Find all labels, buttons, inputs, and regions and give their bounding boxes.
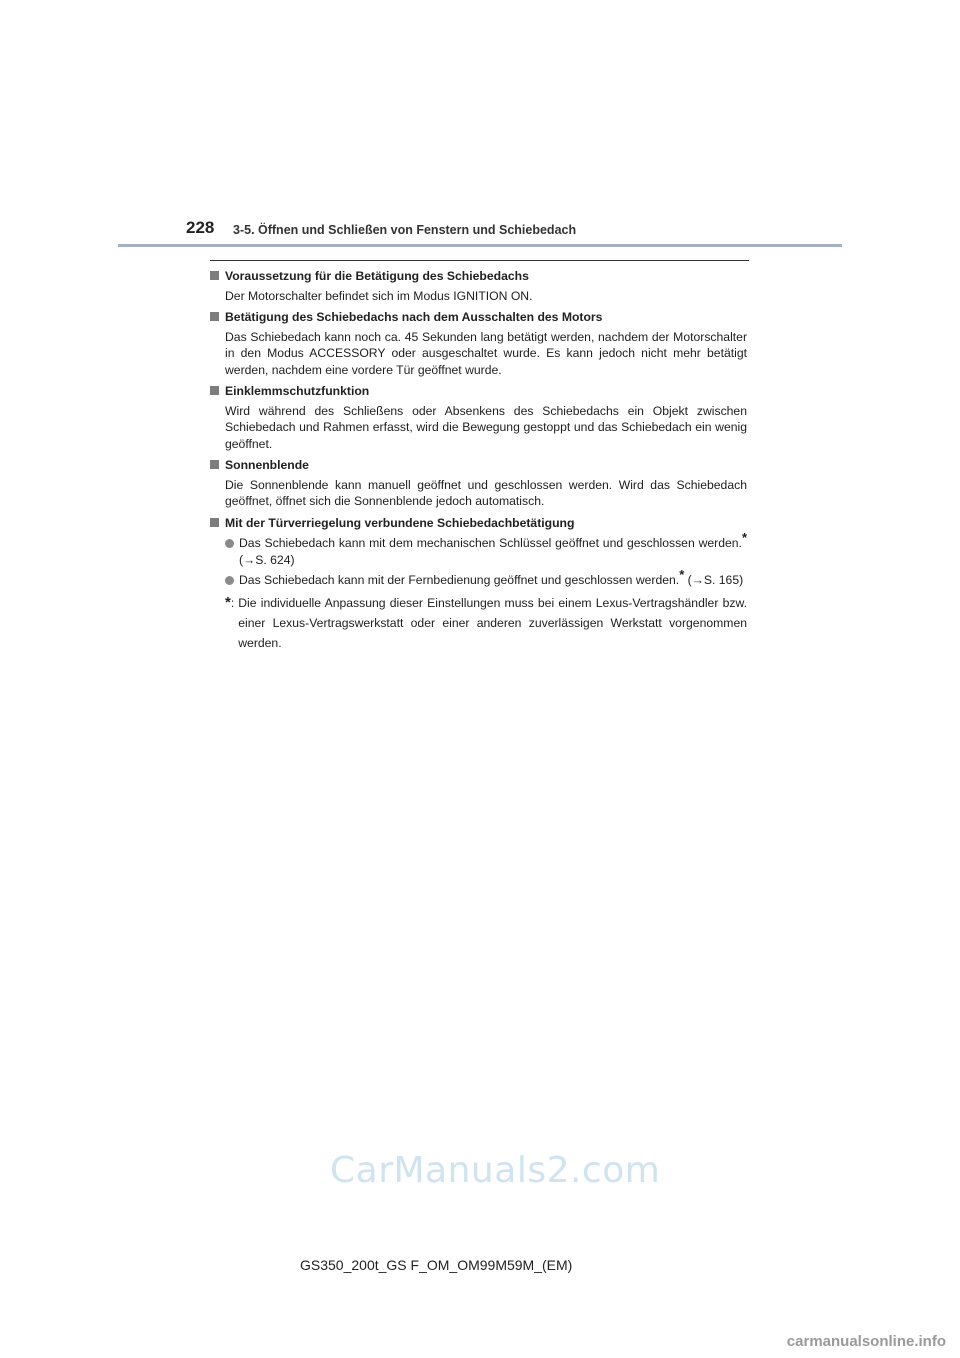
footnote-marker: * [679,566,685,582]
chapter-title: 3-5. Öffnen und Schließen von Fenstern und Schiebedach [233,223,577,237]
list-item: Das Schiebedach kann mit dem mechanischen Schlüssel geöffnet und geschlossen werden.* (→S. 624) [210,535,747,568]
page-number: 228 [186,218,215,237]
section-text: Die Sonnenblende kann manuell geöffnet und geschlossen werden. Wird das Schiebedach geöffnet, öffnet sich die Sonnenblende jedoch automatisch. [225,477,747,508]
content [210,268,747,653]
list-item: Das Schiebedach kann mit der Fernbedienung geöffnet und geschlossen werden.* (→S. 165) [210,572,747,589]
square-bullet-icon [210,386,219,395]
footer-logo: carmanualsonline.info [786,1333,946,1350]
section-heading: Sonnenblende [210,457,747,474]
page-reference: (→S. 165) [684,573,744,587]
watermark: CarManuals2.com [330,1150,661,1191]
section-heading: Einklemmschutzfunktion [210,383,747,400]
footnote-text: Die individuelle Anpassung dieser Einstellungen muss bei einem Lexus-Vertragshändler bzw. einer Lexus-Vertragswerkstatt oder einer anderen zuverlässigen Werkstatt vorgenommen werden. [238,595,747,650]
section-rule [210,260,749,261]
page-reference: (→S. 624) [239,552,295,567]
section-text: Der Motorschalter befindet sich im Modus IGNITION ON. [225,288,533,303]
footnote-marker: * [741,529,747,545]
square-bullet-icon [210,518,219,527]
square-bullet-icon [210,271,219,280]
section-text: Wird während des Schließens oder Absenkens des Schiebedachs ein Objekt zwischen Schiebedach und Rahmen erfasst, wird die Bewegung gestoppt und das Schiebedach ein wenig geöffnet. [225,403,747,451]
section-text: Das Schiebedach kann noch ca. 45 Sekunden lang betätigt werden, nachdem der Motorschalter in den Modus ACCESSORY oder ausgeschaltet wurde. Es kann jedoch nicht mehr betätigt werden, nachdem eine vordere Tür geöffnet wurde. [225,329,747,377]
section-heading: Mit der Türverriegelung verbundene Schiebedachbetätigung [210,515,747,532]
circle-bullet-icon [225,576,234,585]
square-bullet-icon [210,460,219,469]
circle-bullet-icon [225,539,234,548]
footnote: *: Die individuelle Anpassung dieser Einstellungen muss bei einem Lexus-Vertragshändler bzw. einer Lexus-Vertragswerkstatt oder einer anderen zuverlässigen Werkstatt vorgenommen werden. [210,593,747,653]
document-code: GS350_200t_GS F_OM_OM99M59M_(EM) [300,1257,573,1273]
footnote-marker: * [225,593,231,611]
header-rule [118,244,842,247]
section-heading: Betätigung des Schiebedachs nach dem Ausschalten des Motors [210,309,747,326]
square-bullet-icon [210,312,219,321]
section-heading: Voraussetzung für die Betätigung des Schiebedachs [210,268,747,285]
